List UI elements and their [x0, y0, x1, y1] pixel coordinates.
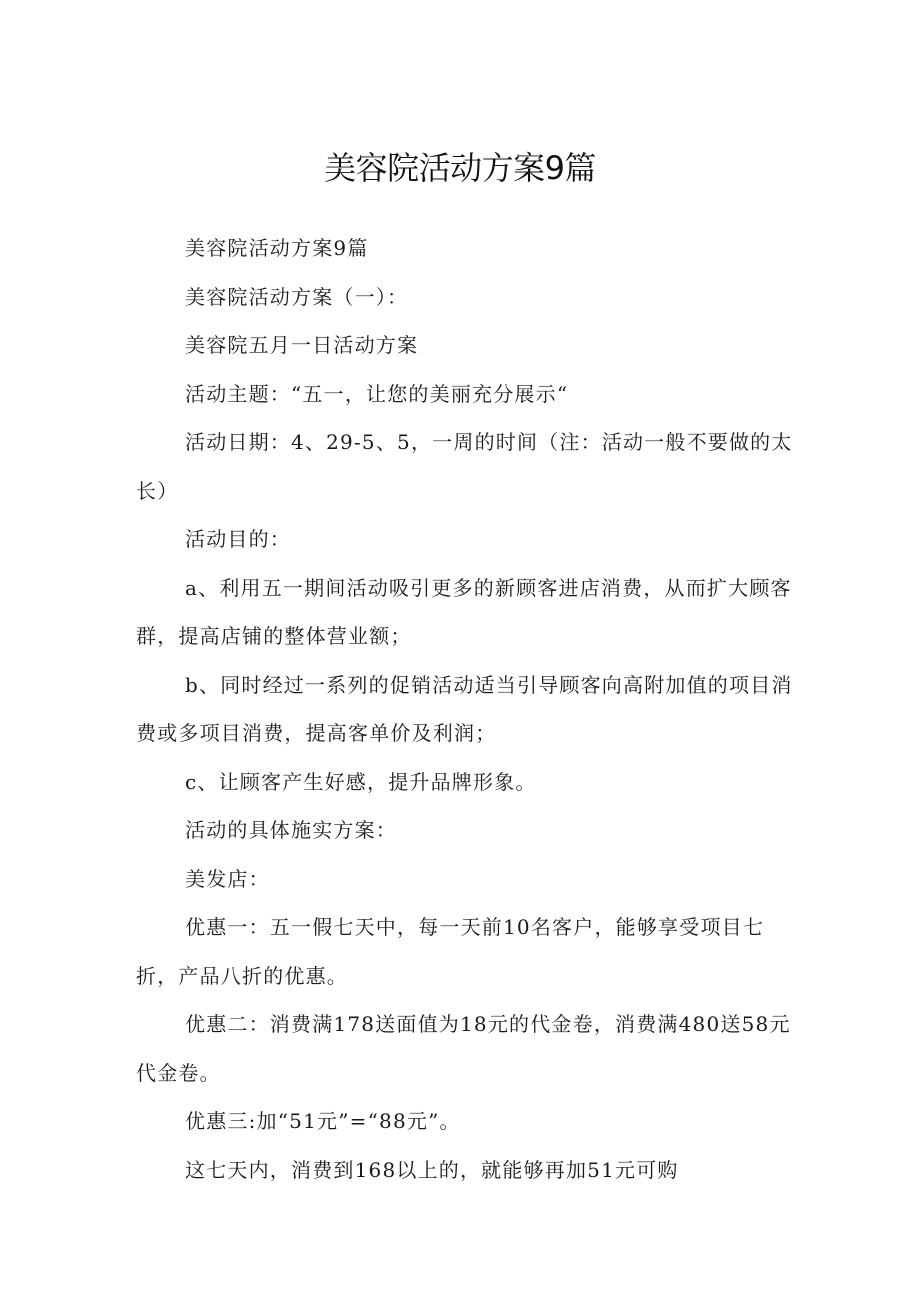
- paragraph-hair-salon: 美发店：: [185, 866, 270, 891]
- paragraph-purpose-c: c、让顾客产生好感，提升品牌形象。: [185, 769, 537, 794]
- paragraph-section-one: 美容院活动方案（一）：: [185, 284, 409, 309]
- paragraph-activity-theme: 活动主题：“五一，让您的美丽充分展示“: [185, 381, 569, 406]
- paragraph-activity-purpose: 活动目的：: [185, 527, 291, 551]
- paragraph-offer-one: 优惠一：五一假七天中，每一天前10名客户，能够享受项目七折，产品八折的优惠。: [136, 915, 765, 988]
- paragraph-offer-three: 优惠三:加“51元”=“88元”。: [185, 1109, 461, 1133]
- paragraph-heading-repeat: 美容院活动方案9篇: [185, 236, 369, 260]
- paragraph-purpose-a: a、利用五一期间活动吸引更多的新顾客进店消费，从而扩大顾客群，提高店铺的整体营业额；: [136, 575, 792, 648]
- paragraph-implementation: 活动的具体施实方案：: [185, 818, 397, 842]
- paragraph-activity-date: 活动日期：4、29-5、5，一周的时间（注：活动一般不要做的太长）: [136, 430, 793, 503]
- paragraph-plan-name: 美容院五月一日活动方案: [185, 333, 419, 357]
- document-body: [136, 224, 796, 1194]
- paragraph-purpose-b: b、同时经过一系列的促销活动适当引导顾客向高附加值的项目消费或多项目消费，提高客单价及利润；: [136, 672, 793, 745]
- paragraph-offer-two: 优惠二：消费满178送面值为18元的代金卷，消费满480送58元代金卷。: [136, 1012, 791, 1085]
- document-title: 美容院活动方案9篇: [324, 149, 596, 187]
- paragraph-seven-days: 这七天内，消费到168以上的，就能够再加51元可购: [185, 1157, 679, 1182]
